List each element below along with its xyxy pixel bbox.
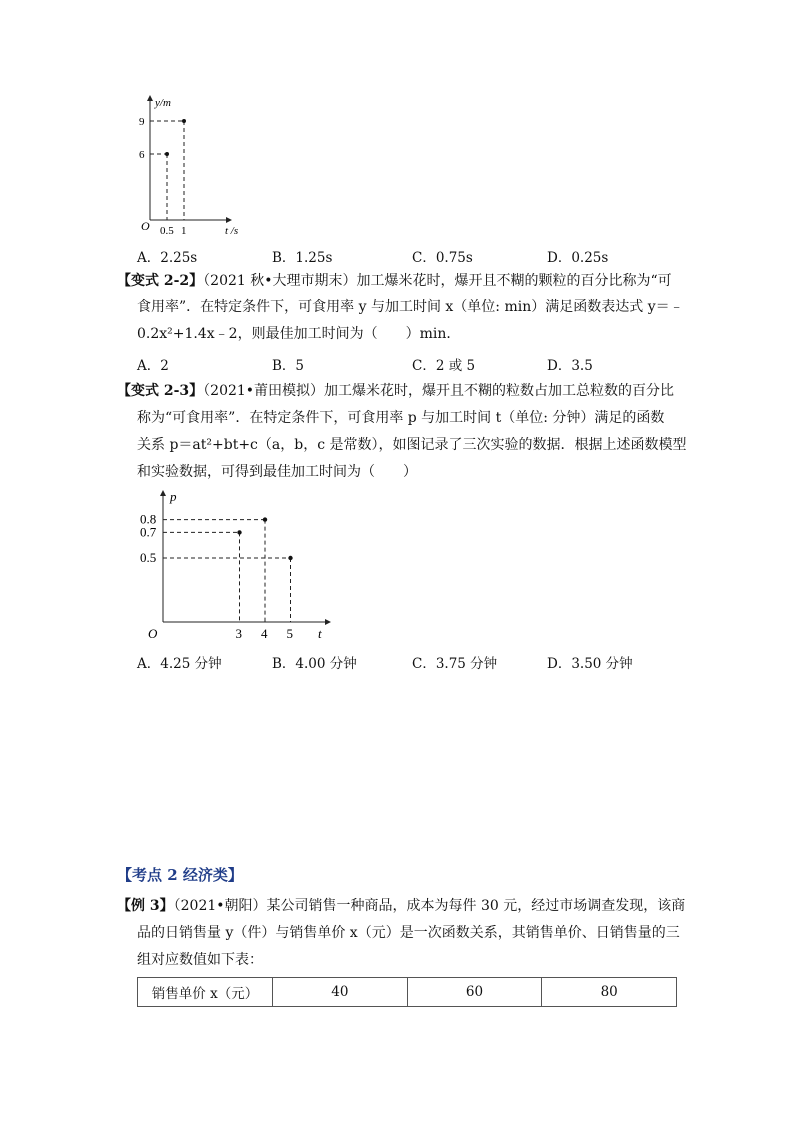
edible-rate-chart <box>140 485 340 645</box>
example-3-text1: （2021•朝阳）某公司销售一种商品，成本为每件 30 元，经过市场调查发现，该商 <box>173 898 686 914</box>
variant-2-2-line2: 食用率”．在特定条件下，可食用率 y 与加工时间 x（单位: min）满足函数表达式 y＝﹣ <box>137 299 684 315</box>
q1-option-d[interactable]: D．0.25s <box>547 250 609 266</box>
v22-option-c[interactable]: C．2 或 5 <box>412 358 476 374</box>
y-tick-label: 0.8 <box>140 511 157 527</box>
variant-2-3-line1 <box>117 381 674 401</box>
section-heading: 【考点 2 经济类】 <box>117 866 243 884</box>
table-row <box>138 978 677 1007</box>
q1-option-b[interactable]: B．1.25s <box>272 250 333 266</box>
y-tick-label: 0.7 <box>140 524 157 540</box>
table-cell: 60 <box>407 978 542 1007</box>
v23-option-b[interactable]: B．4.00 分钟 <box>272 656 357 672</box>
x-axis-label: t /s <box>225 225 239 237</box>
example-3-tag: 【例 3】 <box>117 898 174 914</box>
point-1-9 <box>182 119 186 123</box>
variant-2-3-text1: （2021•莆田模拟）加工爆米花时，爆开且不糊的粒数占加工总粒数的百分比 <box>203 383 675 399</box>
x-tick-label: 3 <box>235 626 242 641</box>
q1-option-c[interactable]: C．0.75s <box>412 250 473 266</box>
v23-option-c[interactable]: C．3.75 分钟 <box>412 656 498 672</box>
y-tick-9: 9 <box>139 116 145 128</box>
chart-origin-label: O <box>148 626 158 641</box>
x-tick-label: 4 <box>261 626 268 641</box>
variant-2-2-text1: （2021 秋•大理市期末）加工爆米花时，爆开且不糊的颗粒的百分比称为“可 <box>203 273 672 289</box>
price-sales-table <box>137 977 677 1007</box>
variant-2-3-tag: 【变式 2-3】 <box>117 383 204 399</box>
y-tick-6: 6 <box>139 149 145 161</box>
variant-2-3-line4: 和实验数据，可得到最佳加工时间为（ ） <box>137 464 417 480</box>
v23-option-a[interactable]: A．4.25 分钟 <box>137 656 222 672</box>
example-3-line3: 组对应数值如下表： <box>137 952 263 968</box>
variant-2-2-line3: 0.2x²+1.4x﹣2，则最佳加工时间为（ ）min． <box>137 326 461 342</box>
variant-2-3-line2: 称为“可食用率”．在特定条件下，可食用率 p 与加工时间 t（单位: 分钟）满足的函数 <box>137 410 665 426</box>
v22-option-a[interactable]: A．2 <box>137 358 169 374</box>
x-tick-1: 1 <box>181 225 187 237</box>
data-point-3 <box>237 530 241 534</box>
example-3-line1 <box>117 896 685 916</box>
variant-2-2-tag: 【变式 2-2】 <box>117 273 204 289</box>
y-tick-label: 0.5 <box>140 550 157 565</box>
variant-2-2-line1 <box>117 271 672 291</box>
t-axis-label: t <box>318 626 322 641</box>
data-point-5 <box>288 556 292 560</box>
x-tick-0.5: 0.5 <box>160 225 174 237</box>
displacement-time-graph <box>135 92 245 242</box>
variant-2-3-line3: 关系 p＝at²+bt+c（a，b，c 是常数），如图记录了三次实验的数据．根据上述函数模型 <box>137 437 687 453</box>
v22-option-b[interactable]: B．5 <box>272 358 305 374</box>
point-0.5-6 <box>165 152 169 156</box>
example-3-line2: 品的日销售量 y（件）与销售单价 x（元）是一次函数关系，其销售单价、日销售量的三 <box>137 925 680 941</box>
v22-option-d[interactable]: D．3.5 <box>547 358 593 374</box>
v23-option-d[interactable]: D．3.50 分钟 <box>547 656 633 672</box>
x-tick-label: 5 <box>286 626 293 641</box>
origin-label: O <box>141 219 150 233</box>
q1-option-a[interactable]: A．2.25s <box>137 250 198 266</box>
y-axis-label: y/m <box>155 97 171 109</box>
table-cell: 80 <box>542 978 677 1007</box>
table-header-cell: 销售单价 x（元） <box>138 978 273 1007</box>
table-cell: 40 <box>273 978 408 1007</box>
data-point-4 <box>263 517 267 521</box>
p-axis-label: p <box>170 489 177 504</box>
